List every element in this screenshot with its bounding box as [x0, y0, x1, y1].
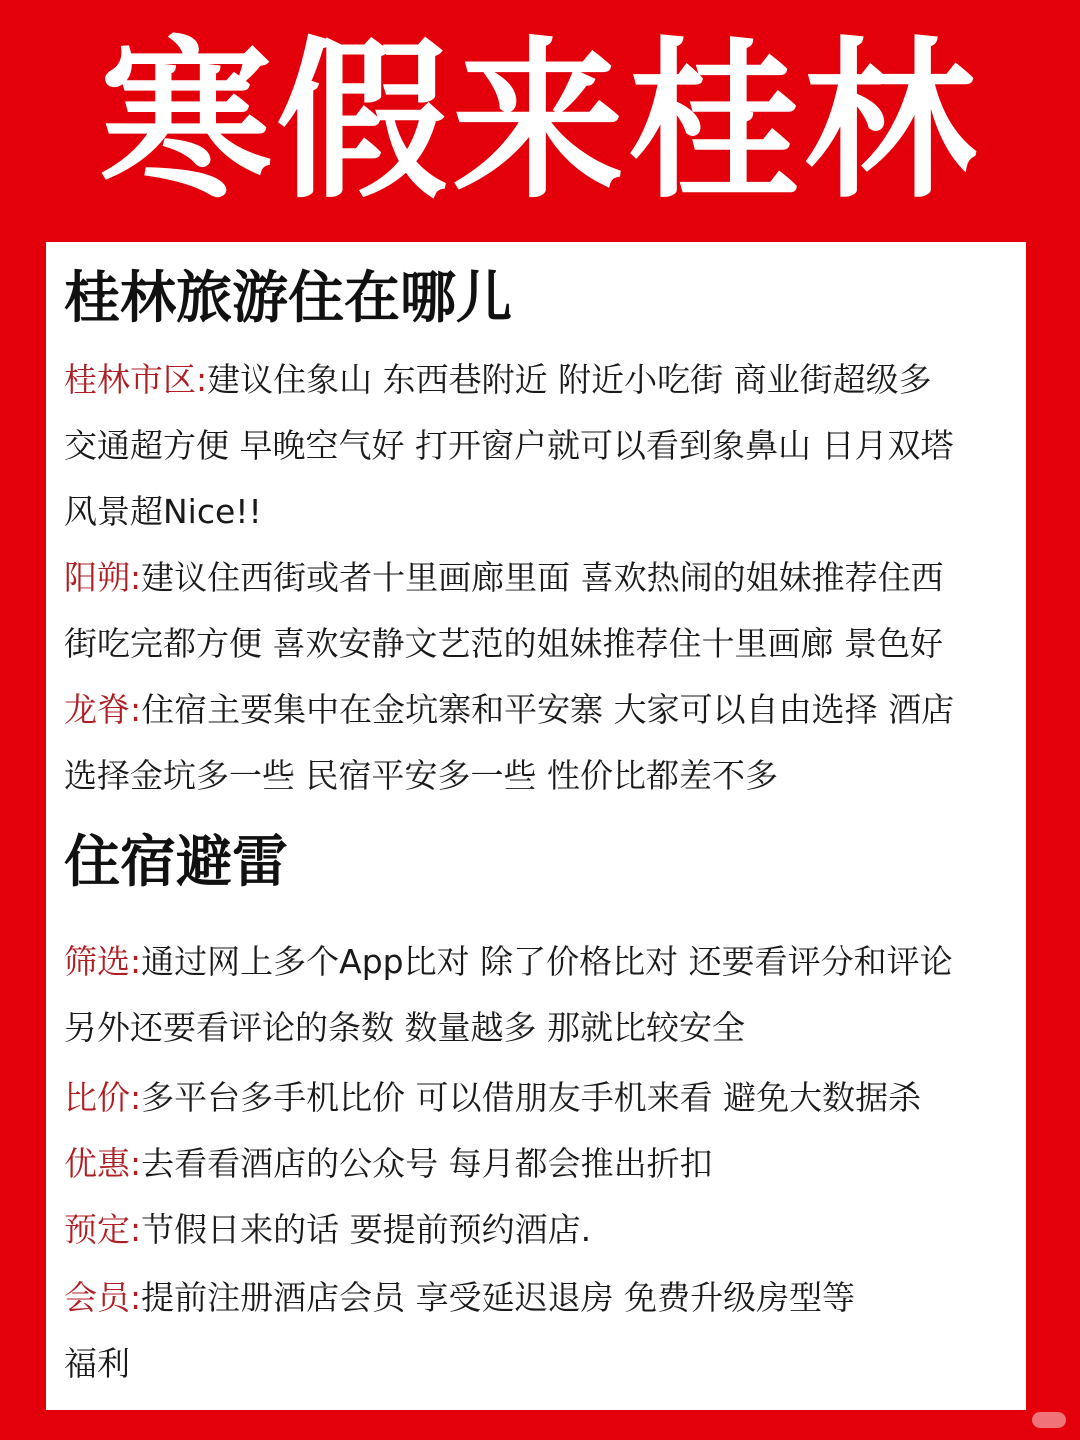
label-separator: :	[130, 1078, 142, 1117]
item-line: 街吃完都方便 喜欢安静文艺范的姐妹推荐住十里画廊 景色好	[64, 624, 943, 663]
item-line	[64, 1210, 591, 1250]
item-line	[64, 360, 932, 400]
item-text: 通过网上多个App比对 除了价格比对 还要看评分和评论	[141, 942, 953, 981]
item-label: 龙脊	[64, 690, 130, 729]
label-separator: :	[130, 558, 142, 597]
item-line	[64, 1278, 855, 1318]
item-text: 节假日来的话 要提前预约酒店.	[141, 1210, 592, 1249]
item-label: 优惠	[64, 1144, 130, 1183]
section-heading-avoid-pitfalls: 住宿避雷	[64, 830, 288, 895]
item-line: 另外还要看评论的条数 数量越多 那就比较安全	[64, 1008, 745, 1047]
item-text: 建议住西街或者十里画廊里面 喜欢热闹的姐妹推荐住西	[141, 558, 944, 597]
section-heading-where-to-stay: 桂林旅游住在哪儿	[64, 266, 512, 331]
item-label: 桂林市区	[64, 360, 196, 399]
item-text: 去看看酒店的公众号 每月都会推出折扣	[141, 1144, 713, 1183]
label-separator: :	[130, 1278, 142, 1317]
item-line	[64, 690, 954, 730]
label-separator: :	[196, 360, 208, 399]
item-line: 交通超方便 早晚空气好 打开窗户就可以看到象鼻山 日月双塔	[64, 426, 954, 465]
item-text: 住宿主要集中在金坑寨和平安寨 大家可以自由选择 酒店	[141, 690, 955, 729]
item-label: 会员	[64, 1278, 130, 1317]
item-line	[64, 942, 953, 982]
item-text: 建议住象山 东西巷附近 附近小吃街 商业街超级多	[207, 360, 932, 399]
item-line	[64, 558, 944, 598]
page-title: 寒假来桂林	[100, 21, 980, 222]
item-label: 比价	[64, 1078, 130, 1117]
item-label: 预定	[64, 1210, 130, 1249]
item-line	[64, 1078, 921, 1118]
label-separator: :	[130, 1210, 142, 1249]
item-line: 风景超Nice!!	[64, 492, 262, 531]
item-label: 阳朔	[64, 558, 130, 597]
item-line: 福利	[64, 1344, 130, 1383]
label-separator: :	[130, 690, 142, 729]
item-text: 提前注册酒店会员 享受延迟退房 免费升级房型等	[141, 1278, 856, 1317]
label-separator: :	[130, 1144, 142, 1183]
item-label: 筛选	[64, 942, 130, 981]
watermark-logo	[1032, 1412, 1066, 1428]
content-card	[46, 242, 1026, 1410]
label-separator: :	[130, 942, 142, 981]
item-line: 选择金坑多一些 民宿平安多一些 性价比都差不多	[64, 756, 778, 795]
item-text: 多平台多手机比价 可以借朋友手机来看 避免大数据杀	[141, 1078, 922, 1117]
item-line	[64, 1144, 713, 1184]
